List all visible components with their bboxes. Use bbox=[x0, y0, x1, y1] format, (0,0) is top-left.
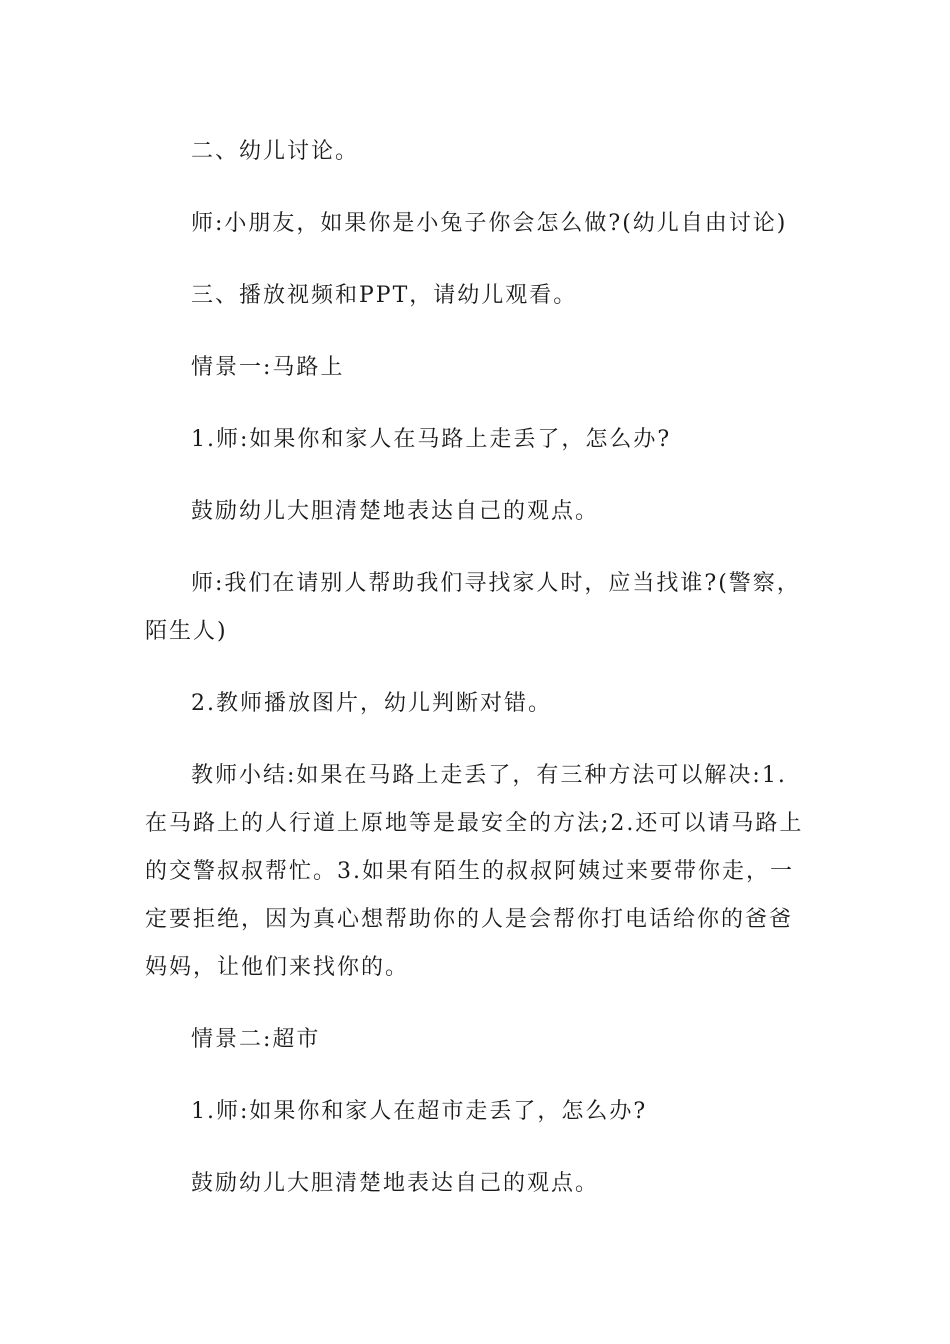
scenario-heading-supermarket: 情景二:超市 bbox=[191, 1027, 321, 1052]
teacher-question-help: 师:我们在请别人帮助我们寻找家人时，应当找谁?(警察，陌生人) bbox=[145, 571, 801, 644]
supermarket-question: 1.师:如果你和家人在超市走丢了，怎么办? bbox=[191, 1099, 648, 1124]
picture-judgement: 2.教师播放图片，幼儿判断对错。 bbox=[191, 691, 552, 716]
teacher-summary: 教师小结:如果在马路上走丢了，有三种方法可以解决:1.在马路上的人行道上原地等是最安全的方法;2.还可以请马路上的交警叔叔帮忙。3.如果有陌生的叔叔阿姨过来要带你走，一定要拒绝，因为真心想帮助你的人是会帮你打电话给你的爸爸妈妈，让他们来找你的。 bbox=[145, 763, 804, 980]
road-question: 1.师:如果你和家人在马路上走丢了，怎么办? bbox=[191, 427, 672, 452]
scenario-heading-road: 情景一:马路上 bbox=[191, 355, 345, 380]
section-heading-video: 三、播放视频和PPT，请幼儿观看。 bbox=[191, 283, 578, 308]
teacher-question-rabbit: 师:小朋友，如果你是小兔子你会怎么做?(幼儿自由讨论) bbox=[191, 211, 788, 236]
encourage-text-1: 鼓励幼儿大胆清楚地表达自己的观点。 bbox=[191, 499, 600, 524]
encourage-text-2: 鼓励幼儿大胆清楚地表达自己的观点。 bbox=[191, 1171, 600, 1196]
section-heading-discussion: 二、幼儿讨论。 bbox=[191, 139, 360, 164]
